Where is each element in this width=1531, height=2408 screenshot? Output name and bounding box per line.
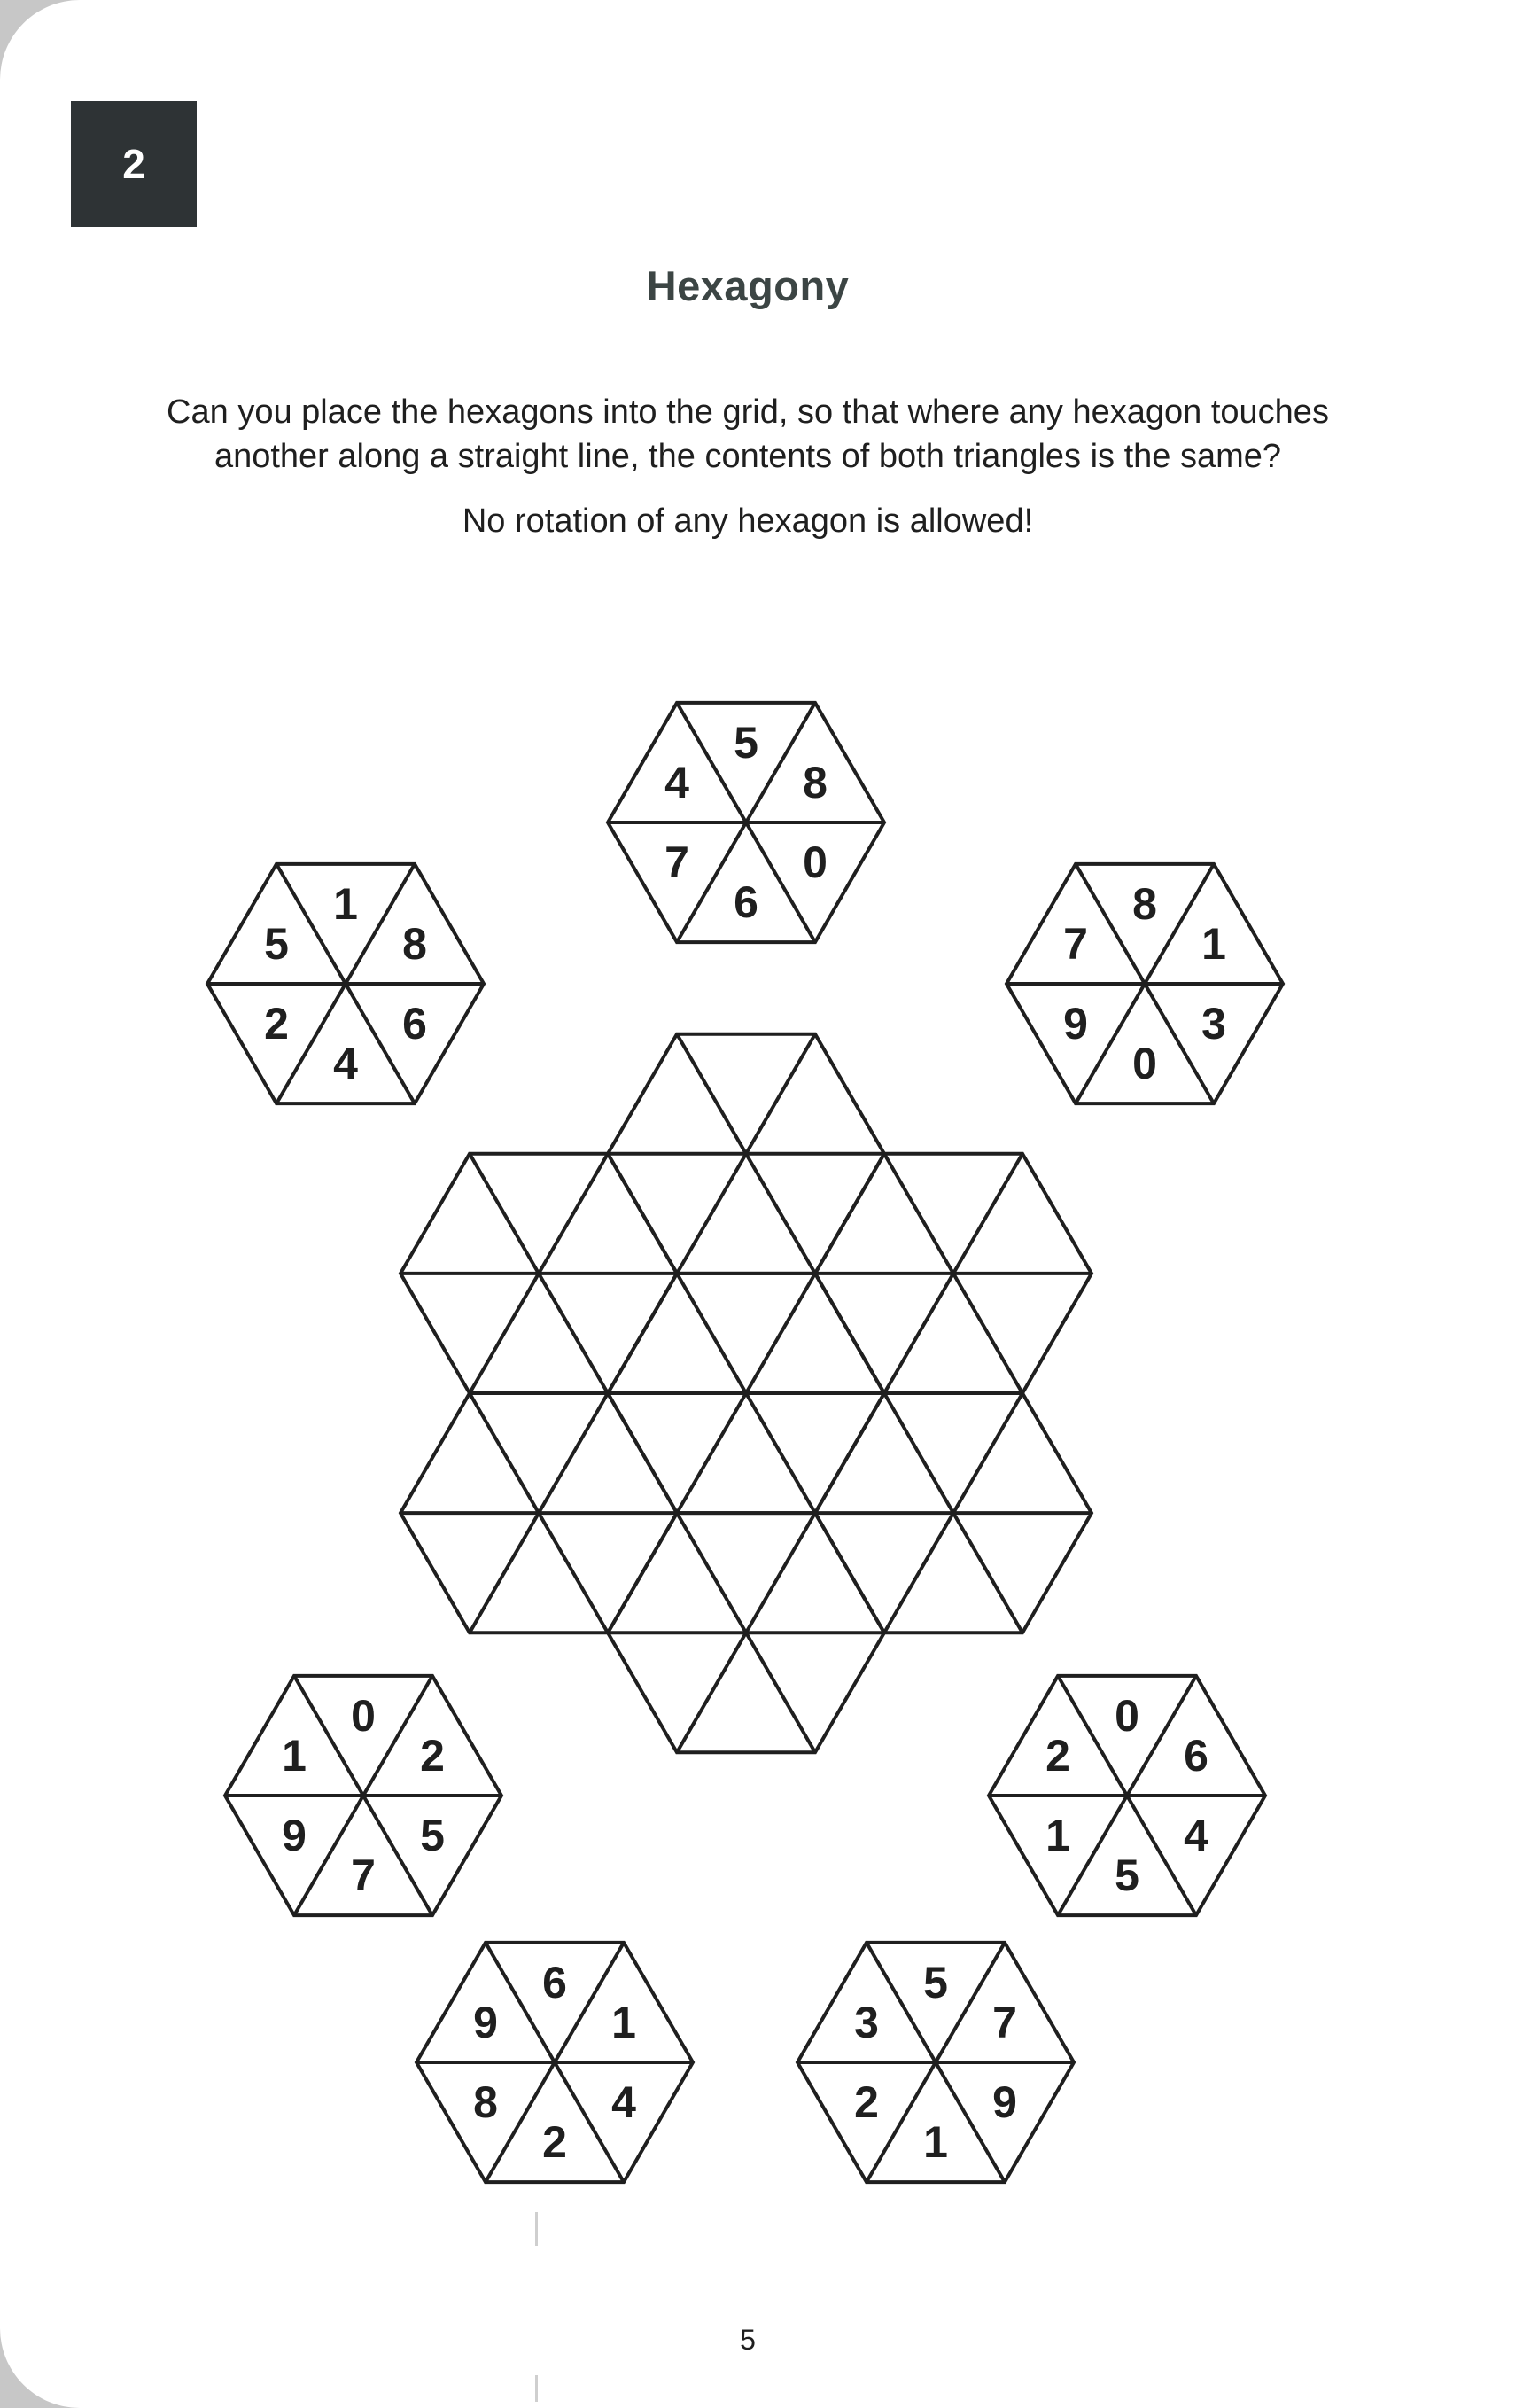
hexagon-piece <box>1006 864 1283 1103</box>
hexagon-digit: 2 <box>420 1730 445 1781</box>
hexagon-digit: 9 <box>992 2077 1017 2128</box>
hexagon-digit: 7 <box>664 838 689 888</box>
grid-hexagon-slot <box>815 1393 1092 1633</box>
hexagon-digit: 4 <box>333 1039 358 1089</box>
hexagon-digit: 1 <box>1201 918 1226 969</box>
hexagon-digit: 7 <box>351 1851 376 1901</box>
hexagon-digit: 1 <box>282 1730 307 1781</box>
hexagon-digit: 1 <box>611 1997 636 2047</box>
hexagon-piece <box>416 1943 693 2182</box>
hexagon-digit: 8 <box>402 918 427 969</box>
hexagon-digit: 5 <box>1115 1851 1139 1901</box>
hexagon-piece <box>225 1676 501 1915</box>
grid-hexagon-slot <box>608 1274 884 1513</box>
hexagon-digit: 7 <box>1063 918 1088 969</box>
hexagon-digit: 8 <box>803 757 828 807</box>
hexagon-digit: 6 <box>734 877 758 928</box>
hexagon-digit: 1 <box>333 878 358 929</box>
page-number: 5 <box>740 2324 756 2356</box>
rule-text: No rotation of any hexagon is allowed! <box>462 503 1034 540</box>
hexagon-digit: 2 <box>1045 1730 1070 1781</box>
instructions-line-1: Can you place the hexagons into the grid, so that where any hexagon touches <box>167 394 1329 431</box>
hexagon-digit: 0 <box>1132 1039 1157 1089</box>
scan-mark <box>535 2375 538 2402</box>
hexagon-digit: 4 <box>611 2077 636 2128</box>
instructions-line-2: another along a straight line, the contents of both triangles is the same? <box>214 438 1282 475</box>
hexagon-digit: 7 <box>992 1997 1017 2047</box>
grid-hexagon-slot <box>608 1034 884 1274</box>
puzzle-title: Hexagony <box>646 262 850 309</box>
hexagon-piece <box>989 1676 1265 1915</box>
hexagon-digit: 8 <box>1132 878 1157 929</box>
hexagon-digit: 6 <box>542 1957 567 2007</box>
grid-hexagon-slot <box>815 1154 1092 1393</box>
hexagon-digit: 9 <box>1063 999 1088 1049</box>
hexagon-digit: 0 <box>803 838 828 888</box>
hexagon-digit: 2 <box>542 2117 567 2168</box>
hexagon-digit: 0 <box>1115 1690 1139 1741</box>
hexagon-digit: 2 <box>264 999 289 1049</box>
hexagon-digit: 9 <box>282 1811 307 1861</box>
hexagon-digit: 5 <box>420 1811 445 1861</box>
hexagon-digit: 3 <box>854 1997 879 2047</box>
hexagon-digit: 9 <box>473 1997 498 2047</box>
hexagon-digit: 5 <box>264 918 289 969</box>
hexagon-digit: 3 <box>1201 999 1226 1049</box>
hexagon-digit: 4 <box>664 757 689 807</box>
grid-hexagon-slot <box>400 1154 677 1393</box>
hexagon-piece <box>207 864 484 1103</box>
scan-mark <box>535 2212 538 2246</box>
hexagon-digit: 0 <box>351 1690 376 1741</box>
grid-hexagon-slot <box>400 1393 677 1633</box>
hexagon-digit: 6 <box>1184 1730 1208 1781</box>
hexagon-piece <box>797 1943 1074 2182</box>
hexagon-digit: 4 <box>1184 1811 1208 1861</box>
puzzle-number: 2 <box>122 141 145 187</box>
grid-hexagon-slot <box>608 1513 884 1752</box>
hexagon-digit: 1 <box>1045 1811 1070 1861</box>
hexagon-digit: 5 <box>923 1957 948 2007</box>
hexagon-digit: 8 <box>473 2077 498 2128</box>
hexagon-piece <box>608 703 884 942</box>
hexagon-digit: 1 <box>923 2117 948 2168</box>
hexagon-digit: 5 <box>734 717 758 768</box>
hexagon-digit: 6 <box>402 999 427 1049</box>
hexagon-digit: 2 <box>854 2077 879 2128</box>
